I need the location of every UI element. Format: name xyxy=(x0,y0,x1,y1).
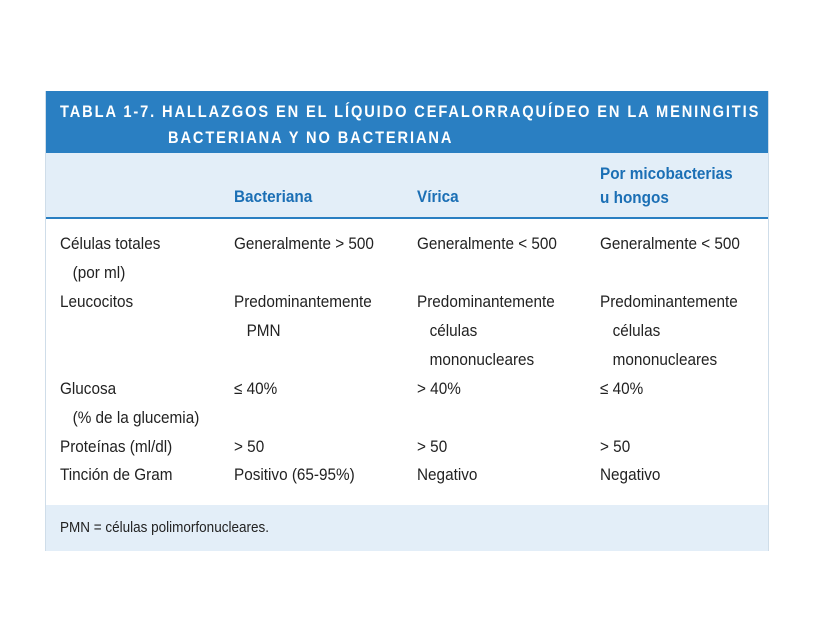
cell-glucosa-micobacterias: ≤ 40% xyxy=(600,379,644,398)
column-header-micobacterias: Por micobacterias u hongos xyxy=(600,164,733,207)
cell-tincion-bacteriana: Positivo (65-95%) xyxy=(234,465,355,484)
cell-tincion-virica: Negativo xyxy=(417,465,478,484)
table-title-bar xyxy=(46,91,768,153)
column-header-row xyxy=(46,153,768,219)
column-header-virica: Vírica xyxy=(417,187,459,206)
row-label-leucocitos: Leucocitos xyxy=(60,292,134,311)
cell-glucosa-virica: > 40% xyxy=(417,379,461,398)
cell-tincion-micobacterias: Negativo xyxy=(600,465,661,484)
cell-leucocitos-virica: Predominantemente células mononucleares xyxy=(417,292,555,369)
footnote-text: PMN = células polimorfonucleares. xyxy=(60,519,269,536)
cell-proteinas-bacteriana: > 50 xyxy=(234,437,265,456)
table-title-line-2: BACTERIANA Y NO BACTERIANA xyxy=(168,128,454,147)
row-label-celulas: Células totales (por ml) xyxy=(60,234,161,282)
footnote-row xyxy=(46,505,768,551)
row-label-glucosa: Glucosa (% de la glucemia) xyxy=(60,379,200,427)
cell-celulas-micobacterias: Generalmente < 500 xyxy=(600,234,740,253)
row-label-tincion: Tinción de Gram xyxy=(60,465,173,484)
table-title-line-1: TABLA 1-7. HALLAZGOS EN EL LÍQUIDO CEFALORRAQUÍDEO EN LA MENINGITIS xyxy=(60,102,761,121)
cell-proteinas-virica: > 50 xyxy=(417,437,448,456)
column-header-bacteriana: Bacteriana xyxy=(234,187,313,206)
cell-leucocitos-micobacterias: Predominantemente células mononucleares xyxy=(600,292,738,369)
row-label-proteinas: Proteínas (ml/dl) xyxy=(60,437,173,456)
cell-glucosa-bacteriana: ≤ 40% xyxy=(234,379,278,398)
cell-celulas-bacteriana: Generalmente > 500 xyxy=(234,234,374,253)
findings-table xyxy=(45,91,769,551)
cell-proteinas-micobacterias: > 50 xyxy=(600,437,631,456)
cell-celulas-virica: Generalmente < 500 xyxy=(417,234,557,253)
cell-leucocitos-bacteriana: Predominantemente PMN xyxy=(234,292,372,340)
